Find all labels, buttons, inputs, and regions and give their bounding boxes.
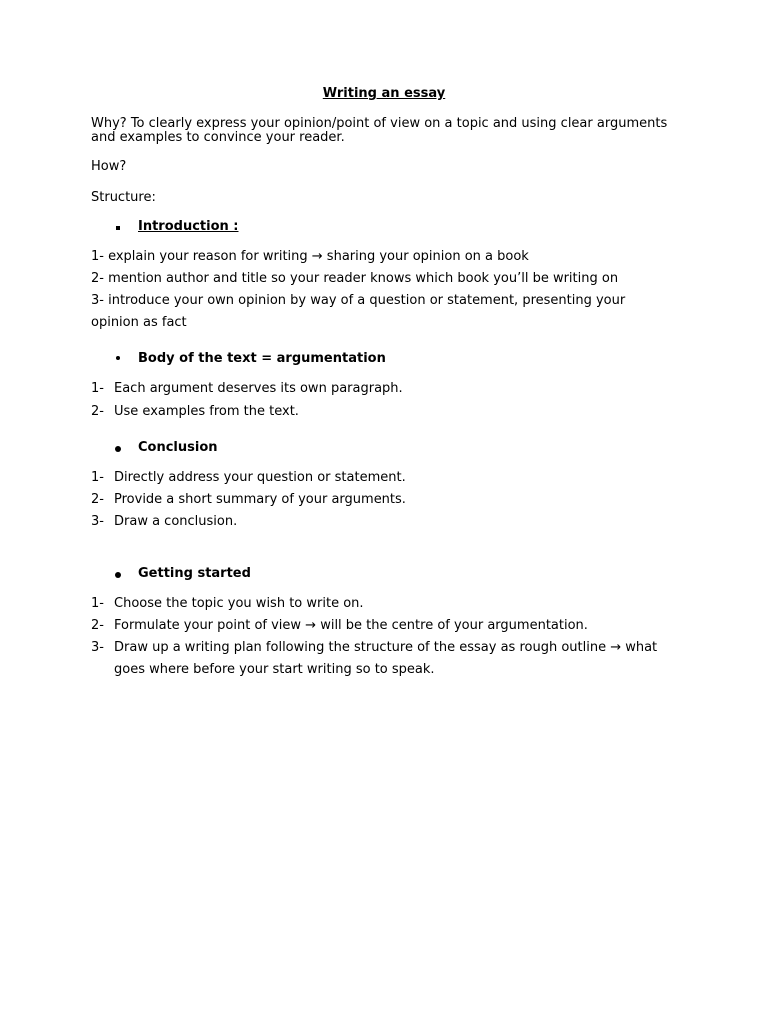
introduction-line-3: 3- introduce your own opinion by way of a question or statement, presenting your xyxy=(91,293,626,308)
introduction-line-2: 2- mention author and title so your reader knows which book you’ll be writing on xyxy=(91,271,619,286)
introduction-line-1: 1- explain your reason for writing → sharing your opinion on a book xyxy=(91,249,529,264)
getting-started-item-3-line-1: Draw up a writing plan following the structure of the essay as rough outline → what xyxy=(114,640,658,655)
introduction-line-4: opinion as fact xyxy=(91,315,187,330)
bullet-icon xyxy=(116,356,120,360)
getting-started-item-number-1: 1- xyxy=(91,596,104,611)
conclusion-item-number-2: 2- xyxy=(91,492,104,507)
getting-started-item-1: Choose the topic you wish to write on. xyxy=(114,596,364,611)
getting-started-item-3-line-2: goes where before your start writing so to speak. xyxy=(114,662,435,677)
body-item-number-2: 2- xyxy=(91,404,104,419)
body-item-number-1: 1- xyxy=(91,381,104,396)
page-title: Writing an essay xyxy=(322,86,446,101)
introduction-heading: Introduction : xyxy=(138,219,239,234)
conclusion-heading: Conclusion xyxy=(138,440,218,455)
getting-started-item-number-3: 3- xyxy=(91,640,104,655)
conclusion-item-3: Draw a conclusion. xyxy=(114,514,238,529)
why-text-line-1: Why? To clearly express your opinion/point of view on a topic and using clear arguments xyxy=(91,116,668,131)
square-bullet-icon xyxy=(116,226,120,230)
body-item-1: Each argument deserves its own paragraph. xyxy=(114,381,403,396)
why-text-line-2: and examples to convince your reader. xyxy=(91,130,345,145)
conclusion-item-1: Directly address your question or statement. xyxy=(114,470,406,485)
conclusion-item-number-3: 3- xyxy=(91,514,104,529)
conclusion-item-2: Provide a short summary of your arguments. xyxy=(114,492,406,507)
body-heading: Body of the text = argumentation xyxy=(138,351,386,366)
structure-label: Structure: xyxy=(91,190,156,205)
conclusion-item-number-1: 1- xyxy=(91,470,104,485)
how-label: How? xyxy=(91,159,127,174)
getting-started-heading: Getting started xyxy=(138,566,251,581)
bullet-icon xyxy=(115,572,121,578)
bullet-icon xyxy=(115,446,121,452)
getting-started-item-2: Formulate your point of view → will be the centre of your argumentation. xyxy=(114,618,588,633)
getting-started-item-number-2: 2- xyxy=(91,618,104,633)
body-item-2: Use examples from the text. xyxy=(114,404,299,419)
